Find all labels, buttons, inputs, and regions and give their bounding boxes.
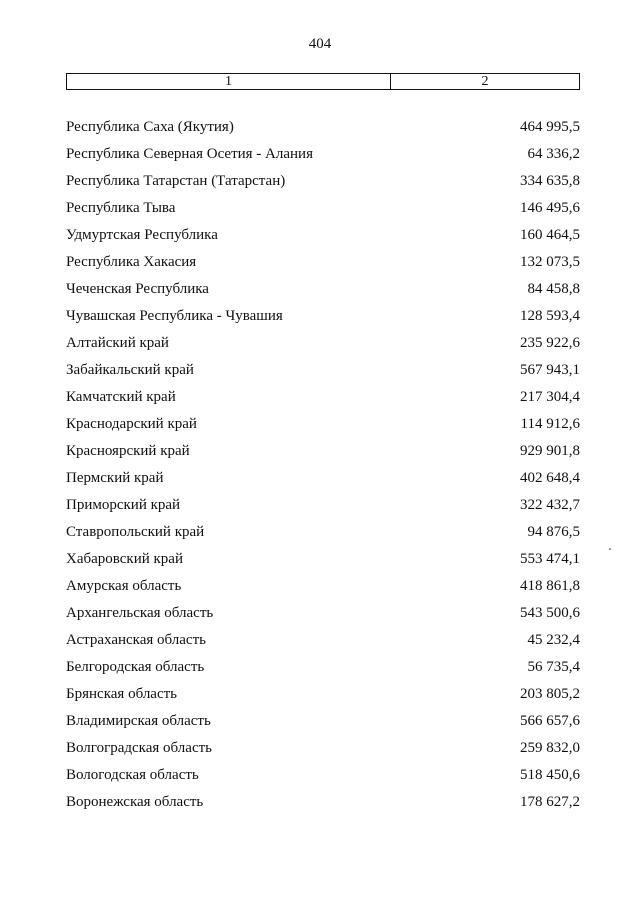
region-name: Астраханская область — [66, 632, 206, 648]
table-row — [66, 170, 580, 197]
region-value: 178 627,2 — [520, 794, 580, 810]
region-name: Ставропольский край — [66, 524, 205, 540]
region-name: Белгородская область — [66, 659, 205, 675]
region-name: Амурская область — [66, 578, 182, 594]
table-row — [66, 278, 580, 305]
region-name: Краснодарский край — [66, 416, 197, 432]
table-row — [66, 494, 580, 521]
scan-speck — [609, 548, 611, 550]
region-value: 402 648,4 — [520, 470, 580, 486]
region-value: 553 474,1 — [520, 551, 580, 567]
table-row — [66, 359, 580, 386]
region-name: Республика Тыва — [66, 200, 176, 216]
table-row — [66, 116, 580, 143]
region-value: 518 450,6 — [520, 767, 580, 783]
region-name: Республика Татарстан (Татарстан) — [66, 173, 286, 189]
region-value: 322 432,7 — [520, 497, 580, 513]
table-row — [66, 575, 580, 602]
region-name: Воронежская область — [66, 794, 204, 810]
table-row — [66, 332, 580, 359]
region-name: Волгоградская область — [66, 740, 212, 756]
region-name: Приморский край — [66, 497, 181, 513]
table-row — [66, 305, 580, 332]
region-value: 418 861,8 — [520, 578, 580, 594]
table-row — [66, 656, 580, 683]
region-value: 160 464,5 — [520, 227, 580, 243]
region-name: Республика Хакасия — [66, 254, 197, 270]
column-header-1: 1 — [67, 74, 391, 89]
region-value: 56 735,4 — [527, 659, 580, 675]
region-name: Пермский край — [66, 470, 164, 486]
region-name: Архангельская область — [66, 605, 214, 621]
table-row — [66, 791, 580, 818]
table-row — [66, 548, 580, 575]
table-row — [66, 467, 580, 494]
region-name: Вологодская область — [66, 767, 199, 783]
region-value: 334 635,8 — [520, 173, 580, 189]
table-row — [66, 710, 580, 737]
region-value: 259 832,0 — [520, 740, 580, 756]
table-row — [66, 521, 580, 548]
column-header-2: 2 — [481, 74, 489, 89]
region-value: 203 805,2 — [520, 686, 580, 702]
region-name: Алтайский край — [66, 335, 169, 351]
table-row — [66, 764, 580, 791]
table-row — [66, 143, 580, 170]
table-row — [66, 602, 580, 629]
region-value: 566 657,6 — [520, 713, 580, 729]
region-name: Брянская область — [66, 686, 178, 702]
region-value: 567 943,1 — [520, 362, 580, 378]
region-name: Чеченская Республика — [66, 281, 209, 297]
region-value: 94 876,5 — [527, 524, 580, 540]
region-value: 84 458,8 — [527, 281, 580, 297]
region-value: 543 500,6 — [520, 605, 580, 621]
region-name: Удмуртская Республика — [66, 227, 218, 243]
table-row — [66, 413, 580, 440]
region-name: Хабаровский край — [66, 551, 183, 567]
table-row — [66, 251, 580, 278]
region-name: Республика Саха (Якутия) — [66, 119, 234, 135]
region-name: Забайкальский край — [66, 362, 194, 378]
region-list — [66, 116, 580, 818]
region-value: 45 232,4 — [527, 632, 580, 648]
region-name: Республика Северная Осетия - Алания — [66, 146, 313, 162]
region-name: Владимирская область — [66, 713, 211, 729]
region-value: 146 495,6 — [520, 200, 580, 216]
region-name: Чувашская Республика - Чувашия — [66, 308, 283, 324]
table-row — [66, 386, 580, 413]
region-value: 217 304,4 — [520, 389, 580, 405]
table-row — [66, 629, 580, 656]
table-row — [66, 683, 580, 710]
region-value: 114 912,6 — [520, 416, 580, 432]
region-value: 132 073,5 — [520, 254, 580, 270]
region-value: 464 995,5 — [520, 119, 580, 135]
region-value: 929 901,8 — [520, 443, 580, 459]
column-header-table — [66, 73, 580, 90]
region-value: 235 922,6 — [520, 335, 580, 351]
region-name: Красноярский край — [66, 443, 190, 459]
region-value: 128 593,4 — [520, 308, 580, 324]
table-row — [66, 737, 580, 764]
region-name: Камчатский край — [66, 389, 176, 405]
page-number: 404 — [308, 36, 332, 52]
region-value: 64 336,2 — [527, 146, 580, 162]
table-row — [66, 440, 580, 467]
table-row — [66, 197, 580, 224]
table-row — [66, 224, 580, 251]
